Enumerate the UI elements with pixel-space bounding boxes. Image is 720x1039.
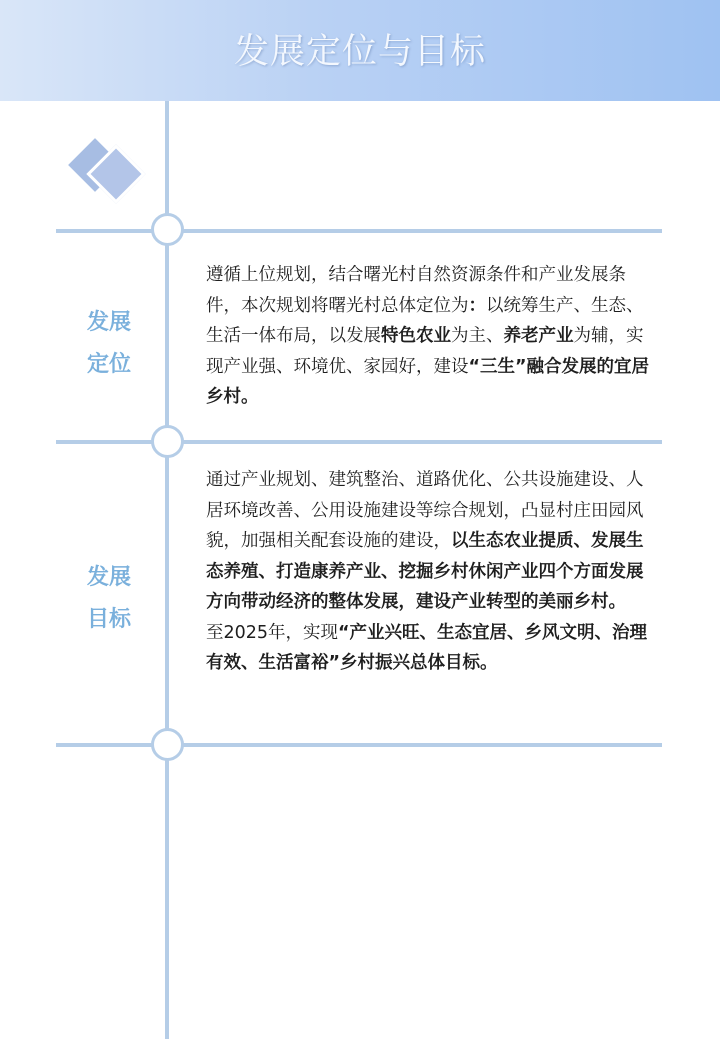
text-run: 为主、 bbox=[451, 326, 504, 346]
timeline-node-2 bbox=[151, 425, 184, 458]
bold-text-run: ： bbox=[468, 295, 486, 316]
section-label-goals bbox=[60, 557, 158, 641]
section-text-positioning bbox=[206, 260, 651, 413]
page-title: 发展定位与目标 bbox=[233, 32, 486, 72]
timeline-node-3 bbox=[151, 728, 184, 761]
text-run: 遵循上位规划，结合曙光村自然资源条件和产业发展条件，本次规划将曙光村总体定位为 bbox=[206, 265, 626, 316]
text-run: 以统筹生产、生态、生活一体布局，以发展 bbox=[206, 295, 644, 346]
timeline-divider-3 bbox=[56, 743, 662, 747]
bold-text-run: 乡村振兴总体目标。 bbox=[340, 653, 498, 673]
section-label-line: 发展 bbox=[86, 565, 131, 590]
paragraph bbox=[206, 260, 651, 413]
bold-text-run: “三生”融合发展的宜居乡村。 bbox=[206, 356, 650, 407]
paragraph bbox=[206, 618, 651, 679]
bold-text-run: 养老产业 bbox=[503, 326, 574, 346]
paragraph bbox=[206, 465, 651, 618]
section-label-line: 发展 bbox=[86, 310, 131, 335]
timeline-divider-2 bbox=[56, 440, 662, 444]
timeline-divider-1 bbox=[56, 229, 662, 233]
text-run: 为辅，实现产业强、环境优、家园好，建设 bbox=[206, 326, 644, 377]
page-header bbox=[0, 0, 720, 101]
section-text-goals bbox=[206, 465, 651, 679]
text-run: 至2025年，实现 bbox=[206, 622, 339, 643]
section-label-line: 定位 bbox=[86, 352, 131, 377]
bold-text-run: 以生态农业提质、发展生态养殖、打造康养产业、挖掘乡村休闲产业四个方面发展方向带动经济的整体发展，建设产业转型的美丽乡村。 bbox=[206, 531, 644, 612]
timeline-node-1 bbox=[151, 213, 184, 246]
section-label-positioning bbox=[60, 302, 158, 386]
bold-text-run: “产业兴旺、生态宜居、乡风文明、治理有效、生活富裕” bbox=[206, 622, 648, 673]
section-label-line: 目标 bbox=[86, 607, 131, 632]
text-run: 通过产业规划、建筑整治、道路优化、公共设施建设、人居环境改善、公用设施建设等综合规划，凸显村庄田园风貌，加强相关配套设施的建设， bbox=[206, 470, 644, 551]
bold-text-run: 特色农业 bbox=[381, 326, 451, 346]
